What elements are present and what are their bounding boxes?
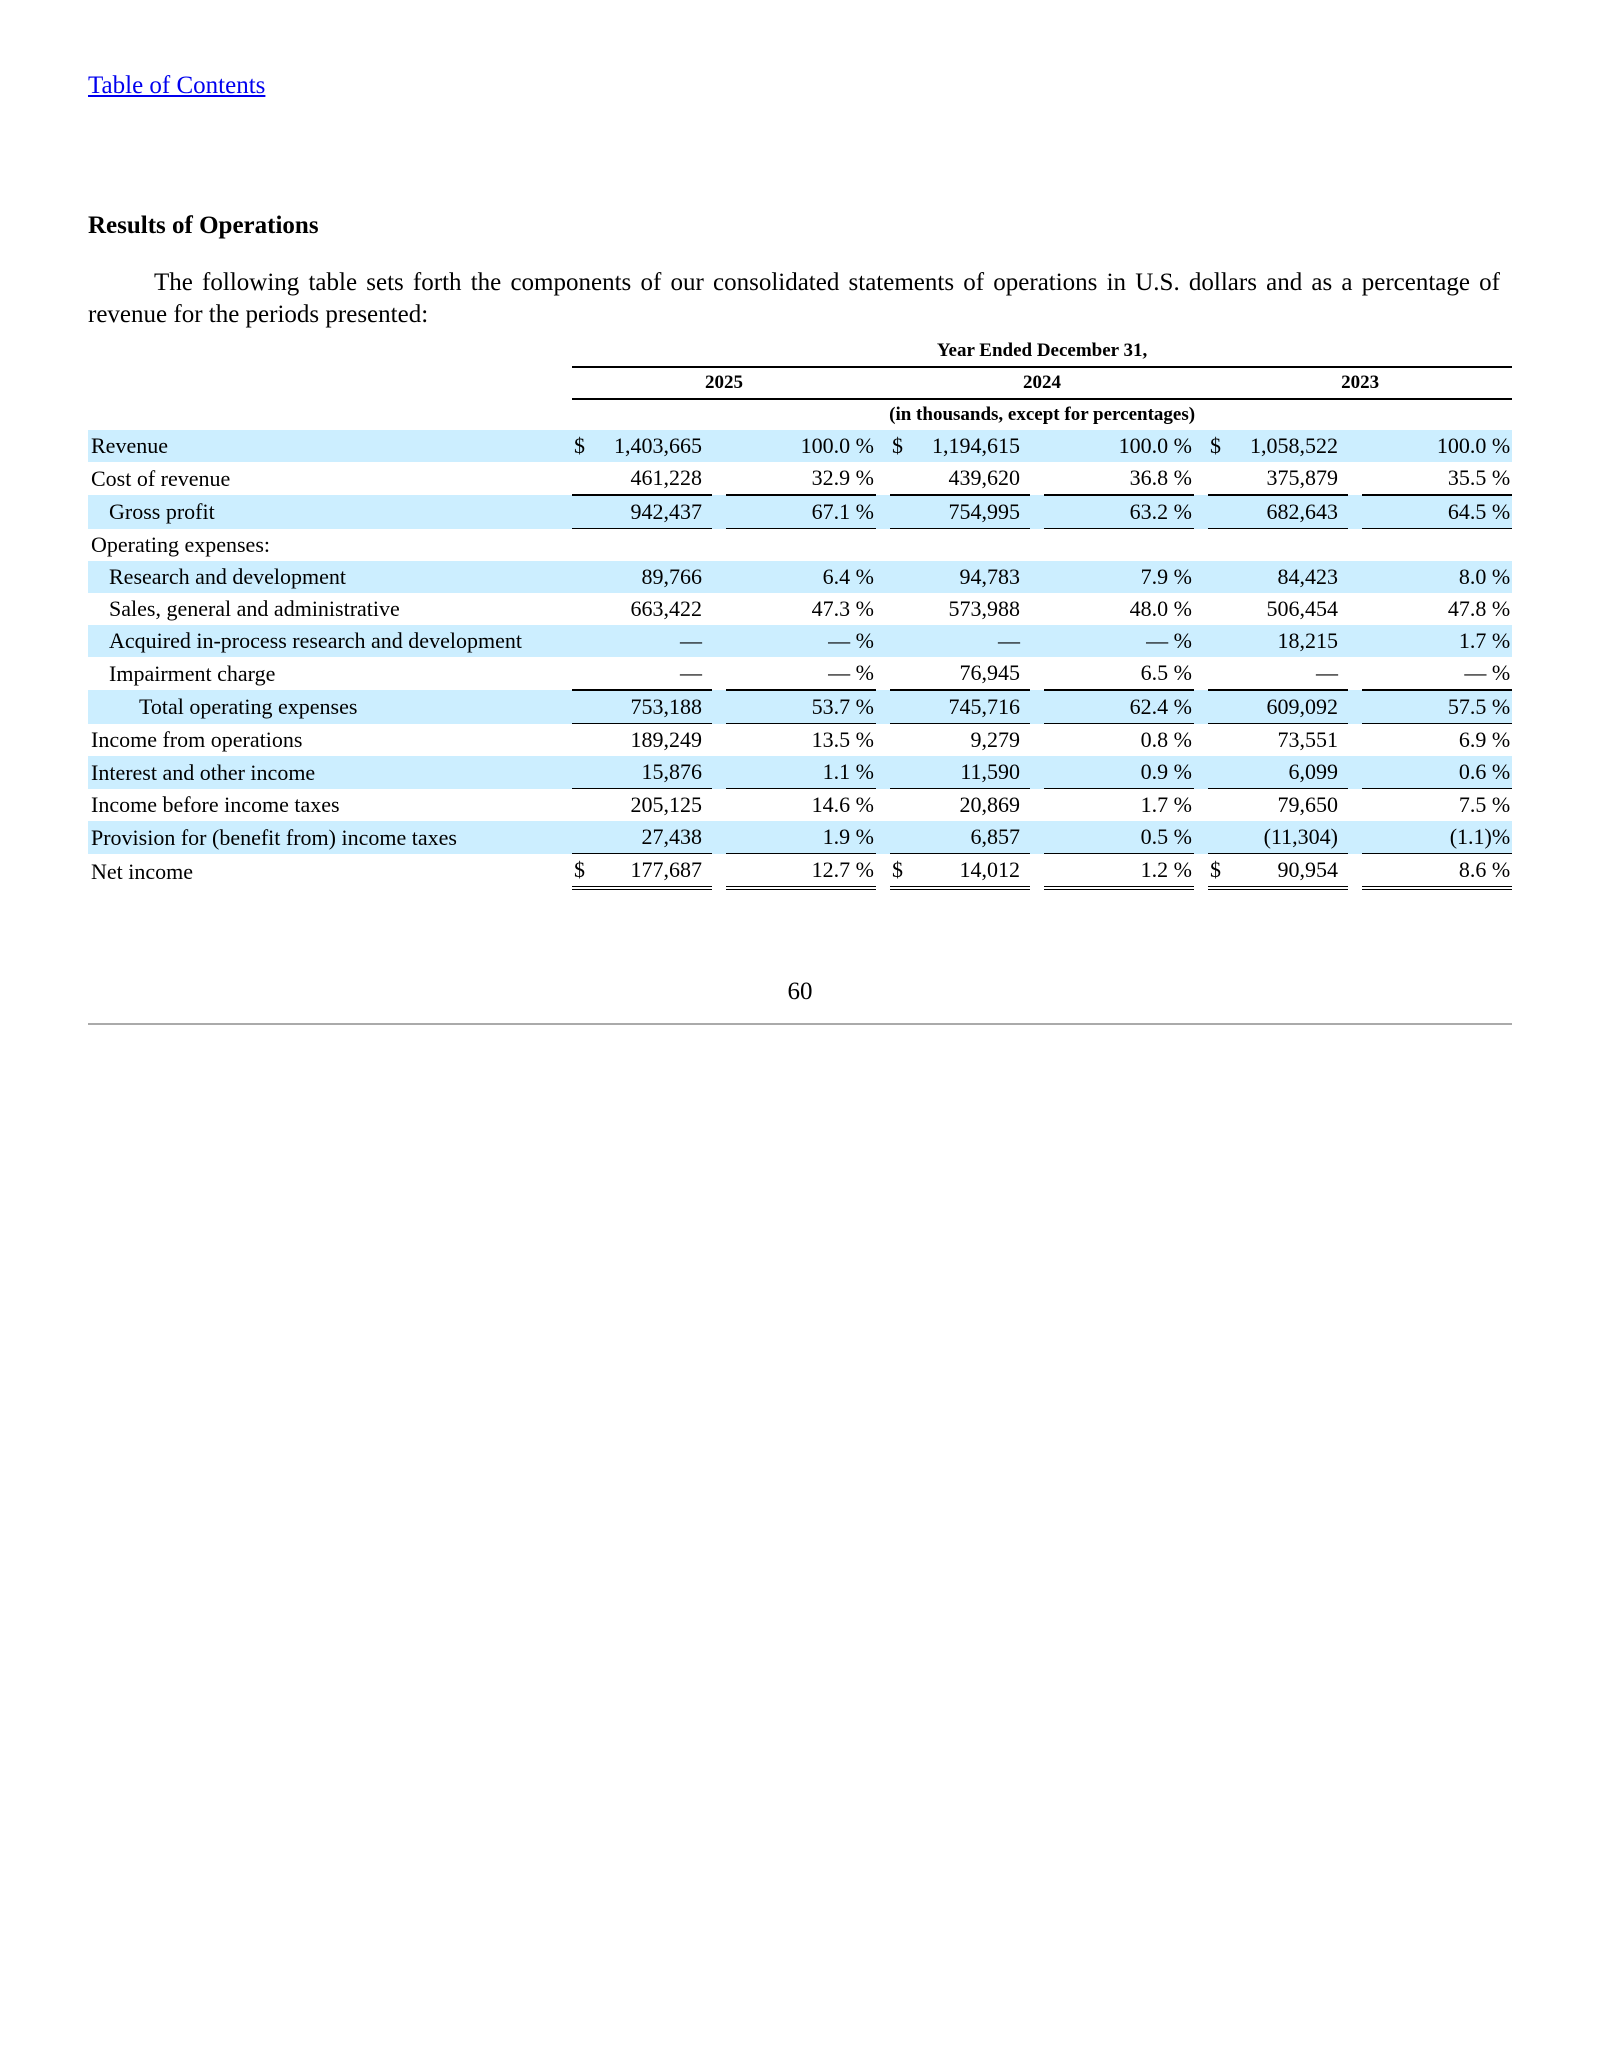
amount-cell: 189,249 [630, 727, 702, 752]
row-label: Gross profit [88, 495, 572, 529]
row-label: Income from operations [91, 727, 303, 752]
percent-cell: 1.7 % [1140, 792, 1192, 817]
percent-cell: 0.6 % [1362, 756, 1512, 789]
percent-cell: 62.4 % [1044, 690, 1194, 724]
units-header-row [88, 400, 1512, 430]
footer-rule [88, 1023, 1512, 1025]
table-row [88, 724, 1512, 756]
percent-cell: 13.5 % [811, 727, 874, 752]
results-of-operations-table [88, 336, 1512, 890]
percent-cell: 6.9 % [1458, 727, 1511, 752]
percent-cell: 6.5 % [1044, 657, 1194, 690]
amount-cell: 682,643 [1236, 495, 1348, 529]
period-header: Year Ended December 31, [572, 336, 1512, 368]
table-row [88, 430, 1512, 462]
percent-cell: 64.5 % [1362, 495, 1512, 529]
amount-cell: 1,194,615 [918, 430, 1030, 462]
amount-cell: 753,188 [600, 690, 712, 724]
row-label: Operating expenses: [91, 532, 270, 557]
row-label: Sales, general and administrative [109, 596, 400, 621]
percent-cell: 48.0 % [1129, 596, 1192, 621]
amount-cell: 94,783 [918, 561, 1030, 593]
amount-cell: 609,092 [1236, 690, 1348, 724]
amount-cell: 18,215 [1236, 625, 1348, 657]
table-row [88, 495, 1512, 529]
table-row [88, 625, 1512, 657]
year-header-2025: 2025 [572, 368, 876, 400]
currency-symbol: $ [572, 854, 600, 890]
table-row [88, 854, 1512, 890]
percent-cell: (1.1)% [1362, 821, 1512, 854]
period-header-row [88, 336, 1512, 368]
percent-cell: 14.6 % [811, 792, 874, 817]
percent-cell: 6.4 % [726, 561, 876, 593]
percent-cell: 0.9 % [1044, 756, 1194, 789]
amount-cell: 73,551 [1277, 727, 1338, 752]
percent-cell: 47.3 % [811, 596, 874, 621]
amount-cell: 573,988 [948, 596, 1020, 621]
amount-cell: 1,058,522 [1236, 430, 1348, 462]
percent-cell: 53.7 % [726, 690, 876, 724]
row-label: Net income [91, 859, 194, 884]
amount-cell: 76,945 [918, 657, 1030, 690]
percent-cell: 67.1 % [726, 495, 876, 529]
amount-cell: 27,438 [600, 821, 712, 854]
amount-cell: 20,869 [959, 792, 1020, 817]
percent-cell: 35.5 % [1362, 462, 1512, 495]
percent-cell: 7.5 % [1458, 792, 1511, 817]
row-label: Provision for (benefit from) income taxes [88, 821, 572, 854]
amount-cell: 177,687 [600, 854, 712, 890]
percent-cell: 100.0 % [1044, 430, 1194, 462]
percent-cell: 1.2 % [1044, 854, 1194, 890]
row-label: Total operating expenses [88, 690, 572, 724]
currency-symbol: $ [890, 430, 918, 462]
percent-cell: 47.8 % [1447, 596, 1511, 621]
amount-cell: 754,995 [918, 495, 1030, 529]
row-label: Income before income taxes [91, 792, 340, 817]
percent-cell: — % [726, 625, 876, 657]
currency-symbol: $ [1208, 430, 1236, 462]
percent-cell: 7.9 % [1044, 561, 1194, 593]
page-number: 60 [787, 978, 813, 1005]
table-row [88, 657, 1512, 690]
amount-cell: 15,876 [600, 756, 712, 789]
percent-cell: 100.0 % [1362, 430, 1512, 462]
amount-cell: 84,423 [1236, 561, 1348, 593]
amount-cell: 439,620 [918, 462, 1030, 495]
percent-cell: 1.9 % [726, 821, 876, 854]
row-label: Impairment charge [109, 660, 276, 686]
amount-cell: 6,099 [1236, 756, 1348, 789]
year-header-2023: 2023 [1208, 368, 1512, 400]
percent-cell: — % [1362, 657, 1512, 690]
table-row [88, 462, 1512, 495]
percent-cell: 12.7 % [726, 854, 876, 890]
percent-cell: 0.8 % [1140, 727, 1192, 752]
table-of-contents-link[interactable]: Table of Contents [88, 72, 266, 99]
section-title: Results of Operations [88, 212, 319, 239]
percent-cell: 63.2 % [1044, 495, 1194, 529]
amount-cell: 11,590 [918, 756, 1030, 789]
percent-cell: — % [726, 657, 876, 690]
table-row [88, 593, 1512, 625]
row-label: Research and development [88, 561, 572, 593]
amount-cell: — [600, 657, 712, 690]
percent-cell: 8.6 % [1362, 854, 1512, 890]
table-row [88, 561, 1512, 593]
amount-cell: 745,716 [918, 690, 1030, 724]
amount-cell: 1,403,665 [600, 430, 712, 462]
row-label: Revenue [88, 430, 572, 462]
intro-paragraph: The following table sets forth the components of our consolidated statements of operations in U.S. dollars and as a percentage of revenue for the periods presented: [88, 269, 1500, 328]
amount-cell: 461,228 [600, 462, 712, 495]
amount-cell: 9,279 [970, 727, 1020, 752]
percent-cell: 0.5 % [1044, 821, 1194, 854]
row-label: Acquired in-process research and development [88, 625, 572, 657]
amount-cell: 89,766 [600, 561, 712, 593]
percent-cell: 36.8 % [1044, 462, 1194, 495]
percent-cell: 32.9 % [726, 462, 876, 495]
table-row [88, 690, 1512, 724]
amount-cell: 375,879 [1236, 462, 1348, 495]
table-row [88, 821, 1512, 854]
percent-cell: — % [1044, 625, 1194, 657]
table-row [88, 529, 1512, 561]
year-header-2024: 2024 [890, 368, 1194, 400]
percent-cell: 57.5 % [1362, 690, 1512, 724]
amount-cell: — [600, 625, 712, 657]
amount-cell: (11,304) [1236, 821, 1348, 854]
table-row [88, 756, 1512, 789]
amount-cell: 663,422 [630, 596, 702, 621]
amount-cell: 6,857 [918, 821, 1030, 854]
percent-cell: 1.1 % [726, 756, 876, 789]
amount-cell: — [918, 625, 1030, 657]
percent-cell: 100.0 % [726, 430, 876, 462]
table-row [88, 789, 1512, 821]
amount-cell: 942,437 [600, 495, 712, 529]
amount-cell: 205,125 [630, 792, 702, 817]
currency-symbol: $ [890, 854, 918, 890]
percent-cell: 8.0 % [1362, 561, 1512, 593]
amount-cell: 90,954 [1236, 854, 1348, 890]
currency-symbol: $ [572, 430, 600, 462]
currency-symbol: $ [1208, 854, 1236, 890]
row-label: Interest and other income [88, 756, 572, 789]
amount-cell: 14,012 [918, 854, 1030, 890]
amount-cell: — [1236, 657, 1348, 690]
amount-cell: 79,650 [1277, 792, 1338, 817]
units-header: (in thousands, except for percentages) [889, 404, 1196, 425]
amount-cell: 506,454 [1266, 596, 1338, 621]
row-label: Cost of revenue [91, 465, 231, 491]
year-header-row [88, 368, 1512, 400]
percent-cell: 1.7 % [1362, 625, 1512, 657]
